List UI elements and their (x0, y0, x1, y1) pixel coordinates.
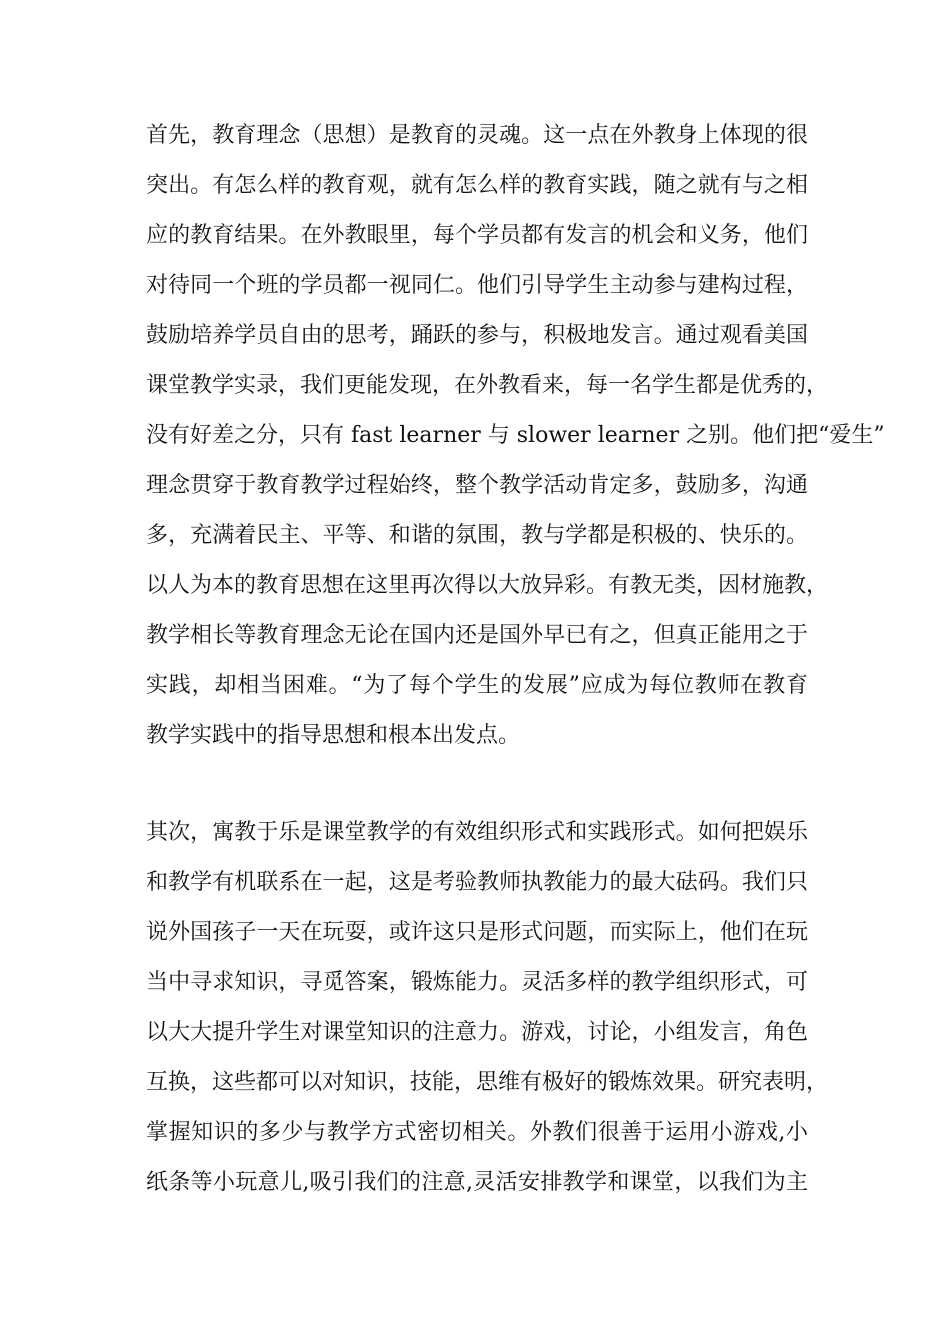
text-line: 互换，这些都可以对知识，技能，思维有极好的锻炼效果。研究表明， (146, 1070, 829, 1095)
text-line: 没有好差之分，只有 fast learner 与 slower learner 之别。他们把“爱生” (146, 423, 885, 448)
text-line: 理念贯穿于教育教学过程始终，整个教学活动肯定多，鼓励多，沟通 (146, 473, 808, 498)
text-line: 对待同一个班的学员都一视同仁。他们引导学生主动参与建构过程， (146, 273, 808, 298)
text-line: 多，充满着民主、平等、和谐的氛围，教与学都是积极的、快乐的。 (146, 523, 808, 548)
text-line: 其次，寓教于乐是课堂教学的有效组织形式和实践形式。如何把娱乐 (146, 820, 808, 845)
text-line: 纸条等小玩意儿,吸引我们的注意,灵活安排教学和课堂，以我们为主 (146, 1170, 808, 1195)
text-line: 首先，教育理念（思想）是教育的灵魂。这一点在外教身上体现的很 (146, 123, 808, 148)
text-line: 课堂教学实录，我们更能发现，在外教看来，每一名学生都是优秀的， (146, 373, 829, 398)
text-line: 教学实践中的指导思想和根本出发点。 (146, 723, 521, 748)
text-line: 实践，却相当困难。“为了每个学生的发展”应成为每位教师在教育 (146, 673, 808, 698)
text-line: 以人为本的教育思想在这里再次得以大放异彩。有教无类，因材施教， (146, 573, 829, 598)
text-line: 和教学有机联系在一起，这是考验教师执教能力的最大砝码。我们只 (146, 870, 808, 895)
text-line: 当中寻求知识，寻觅答案，锻炼能力。灵活多样的教学组织形式，可 (146, 970, 808, 995)
text-line: 应的教育结果。在外教眼里，每个学员都有发言的机会和义务，他们 (146, 223, 808, 248)
text-line: 教学相长等教育理念无论在国内还是国外早已有之，但真正能用之于 (146, 623, 808, 648)
paragraph-teaching-philosophy (146, 111, 885, 761)
text-line: 突出。有怎么样的教育观，就有怎么样的教育实践，随之就有与之相 (146, 173, 808, 198)
text-line: 鼓励培养学员自由的思考，踊跃的参与，积极地发言。通过观看美国 (146, 323, 808, 348)
text-line: 掌握知识的多少与教学方式密切相关。外教们很善于运用小游戏,小 (146, 1120, 808, 1145)
paragraph-learning-through-play (146, 808, 829, 1208)
text-line: 说外国孩子一天在玩耍，或许这只是形式问题，而实际上，他们在玩 (146, 920, 808, 945)
text-line: 以大大提升学生对课堂知识的注意力。游戏，讨论，小组发言，角色 (146, 1020, 808, 1045)
